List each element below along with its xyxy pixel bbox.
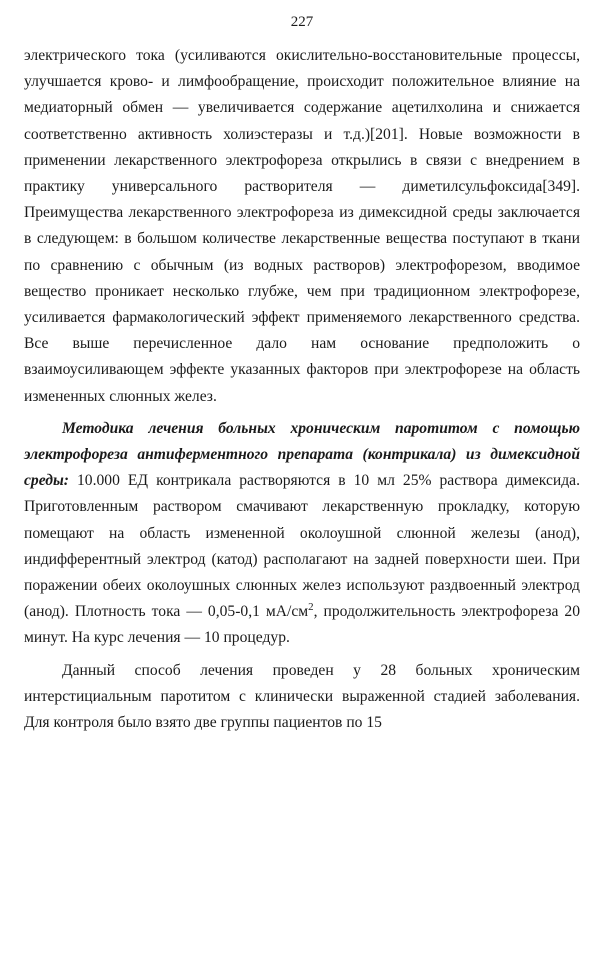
method-title: Методика лечения больных хроническим паротитом с помощью электрофореза антиферментного препарата (контрикала) из димексидной среды: <box>24 419 580 490</box>
unit-superscript: 2 <box>308 601 314 614</box>
method-text-b: , продолжительность электрофореза 20 минут. На курс лечения — 10 процедур. <box>24 603 580 647</box>
paragraph-3: Данный способ лечения проведен у 28 больных хроническим интерстициальным паротитом с клинически выраженной стадией заболевания. Для контроля было взято две группы пациентов по 15 <box>24 661 580 732</box>
body-text <box>24 43 580 736</box>
paragraph-2 <box>24 416 580 652</box>
method-text-a: 10.000 ЕД контрикала растворяются в 10 мл 25% раствора димексида. Приготовленным раствором смачивают лекарственную прокладку, которую помещают на область измененной околоушной слюнной железы (анод), индифферентный электрод (катод) располагают на задней поверхности шеи. При поражении обеих околоушных слюнных желез используют раздвоенный электрод (анод). Плотность тока — 0,05-0,1 мА/см <box>24 472 580 621</box>
paragraph-1: электрического тока (усиливаются окислительно-восстановительные процессы, улучшается крово- и лимфообращение, происходит положительное влияние на медиаторный обмен — увеличивается содержание ацетилхолина и снижается соответственно активность холиэстеразы и т.д.)[201]. Новые возможности в применении лекарственного электрофореза открылись в связи с внедрением в практику универсального растворителя — диметилсульфоксида[349]. Преимущества лекарственного электрофореза из димексидной среды заключается в следующем: в большом количестве лекарственные вещества поступают в ткани по сравнению с обычным (из водных растворов) электрофорезом, вводимое вещество проникает несколько глубже, чем при традиционном электрофорезе, усиливается фармакологический эффект применяемого лекарственного средства. Все выше перечисленное дало нам основание предположить о взаимоусиливающем эффекте указанных факторов при электрофорезе на область измененных слюнных желез. <box>24 47 580 405</box>
page-number: 227 <box>290 14 314 30</box>
